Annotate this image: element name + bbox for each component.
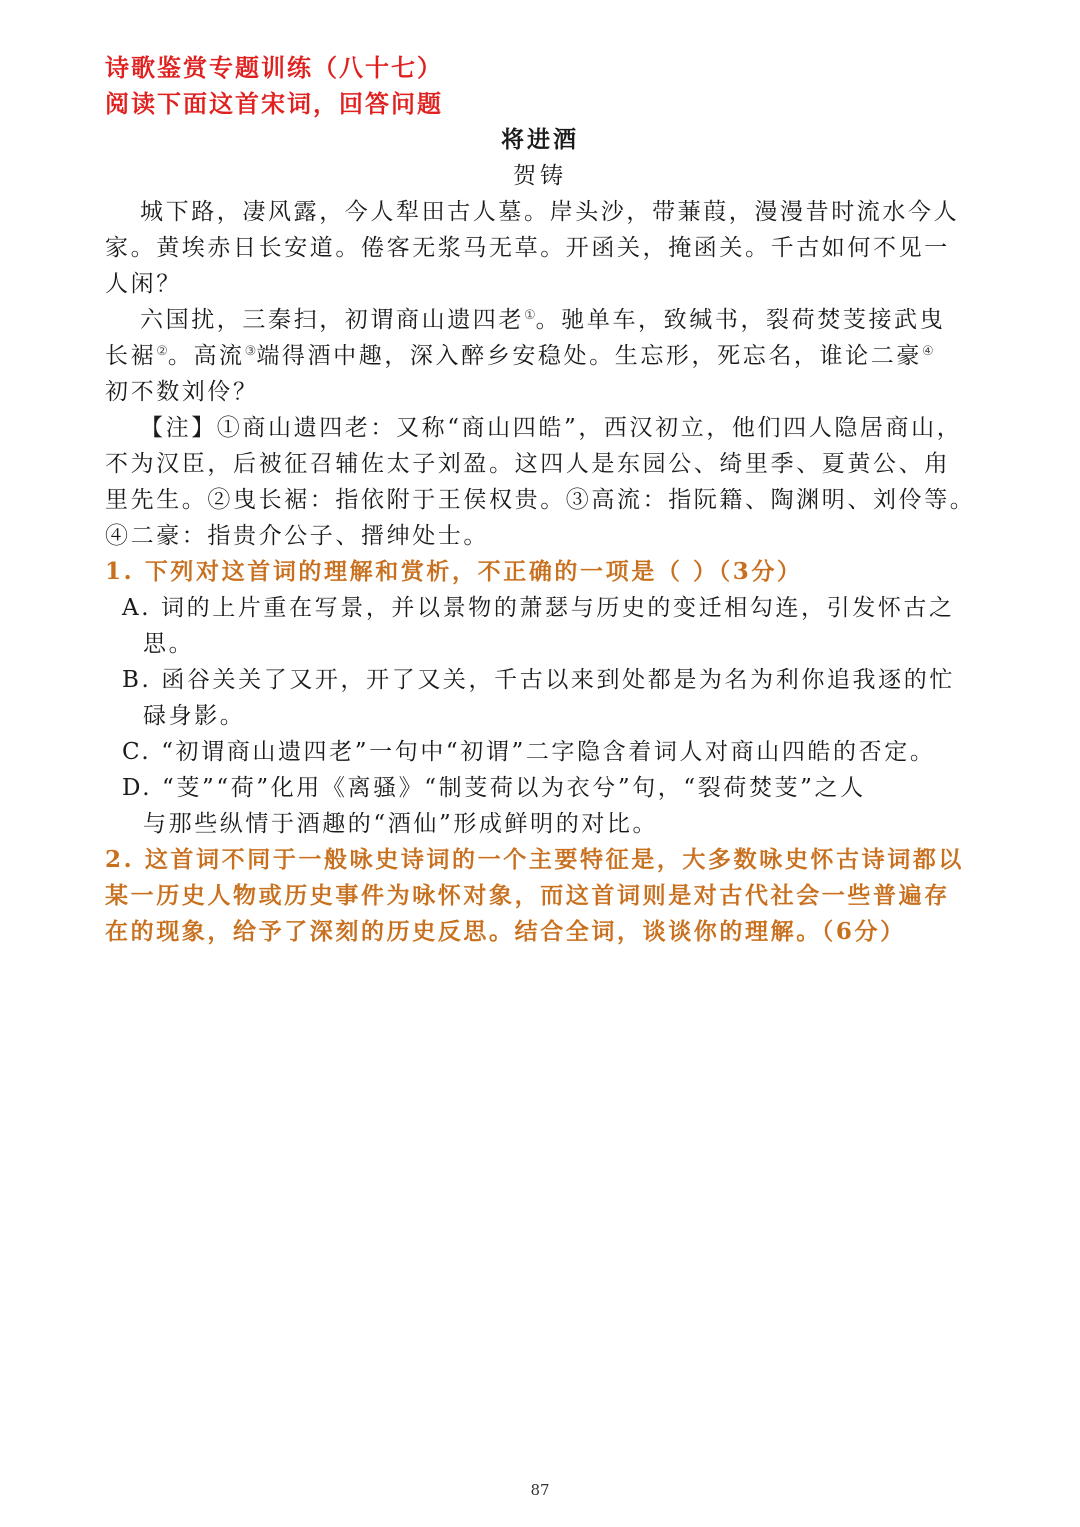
footnote-marker: ③ [244, 344, 257, 359]
exercise-title: 诗歌鉴赏专题训练（八十七） [105, 53, 443, 82]
option-d: D. “芰”“荷”化用《离骚》“制芰荷以为衣兮”句，“裂荷焚芰”之人 [122, 775, 866, 801]
note-line: 不为汉臣，后被征召辅佐太子刘盈。这四人是东园公、绮里季、夏黄公、甪 [105, 451, 950, 477]
note-line: 【注】①商山遗四老：又称“商山四皓”，西汉初立，他们四人隐居商山， [140, 415, 963, 441]
poem-line [140, 303, 945, 337]
page-number: 87 [530, 1481, 550, 1499]
poem-text: 六国扰，三秦扫，初谓商山遗四老 [140, 307, 524, 333]
question-2-line: 某一历史人物或历史事件为咏怀对象，而这首词则是对古代社会一些普遍存 [105, 882, 950, 909]
option-c: C. “初谓商山遗四老”一句中“初谓”二字隐含着词人对商山四皓的否定。 [122, 739, 936, 765]
question-2-line: 在的现象，给予了深刻的历史反思。结合全词，谈谈你的理解。（6分） [105, 918, 906, 945]
footnote-marker: ① [524, 308, 536, 323]
poem-line: 城下路，凄风露，今人犁田古人墓。岸头沙，带蒹葭，漫漫昔时流水今人 [140, 199, 960, 225]
instruction-heading: 阅读下面这首宋词，回答问题 [105, 89, 443, 118]
option-d-continued: 与那些纵情于酒趣的“酒仙”形成鲜明的对比。 [143, 811, 659, 837]
option-a-continued: 思。 [143, 631, 195, 657]
note-line: 里先生。②曳长裾：指依附于王侯权贵。③高流：指阮籍、陶渊明、刘伶等。 [105, 487, 976, 513]
poem-line: 家。黄埃赤日长安道。倦客无浆马无草。开函关，掩函关。千古如何不见一 [105, 235, 950, 261]
footnote-marker: ② [156, 344, 168, 359]
poem-text: 。高流 [167, 343, 245, 369]
poem-text: 长裾 [105, 343, 157, 369]
poem-text: 端得酒中趣，深入醉乡安稳处。生忘形，死忘名，谁论二豪 [256, 343, 922, 369]
poem-line: 初不数刘伶？ [105, 379, 259, 405]
poem-text: 。驰单车，致缄书，裂荷焚芰接武曳 [535, 307, 946, 333]
poem-line: 人闲？ [105, 271, 182, 297]
option-a: A. 词的上片重在写景，并以景物的萧瑟与历史的变迁相勾连，引发怀古之 [122, 595, 955, 621]
poem-title: 将进酒 [501, 126, 579, 153]
footnote-marker: ④ [921, 344, 934, 359]
option-b: B. 函谷关关了又开，开了又关，千古以来到处都是为名为利你追我逐的忙 [122, 667, 955, 693]
question-1-stem: 1. 下列对这首词的理解和赏析，不正确的一项是（ ）（3分） [105, 558, 803, 585]
poem-line [105, 339, 934, 373]
question-2-line: 2. 这首词不同于一般咏史诗词的一个主要特征是，大多数咏史怀古诗词都以 [105, 846, 965, 873]
poem-author: 贺铸 [513, 163, 567, 189]
option-b-continued: 碌身影。 [143, 703, 246, 729]
note-line: ④二豪：指贵介公子、搢绅处士。 [105, 523, 489, 549]
